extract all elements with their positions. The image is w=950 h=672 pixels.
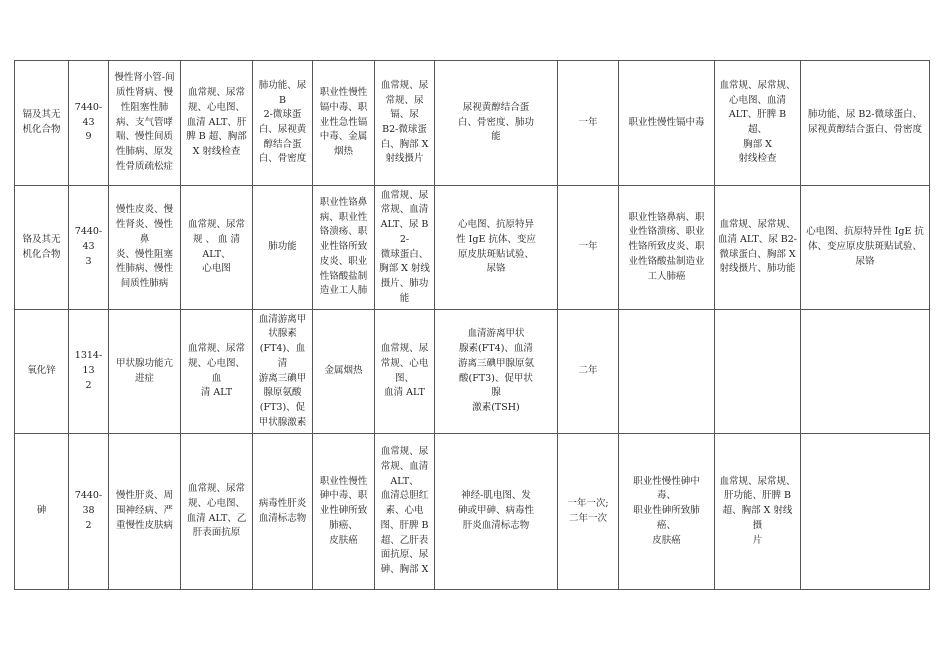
pre-job-optional-items-cell [253,434,313,590]
post-job-target-disease-cell-text: 职业性慢性砷中 毒、 职业性砷所致肺 癌、 皮肤癌 [633,475,700,546]
pre-job-required-items-cell [181,186,253,310]
pre-job-required-items-cell-text: 血常规、尿常 规、心电图、 血 清 ALT [187,343,245,399]
pre-job-optional-items-cell [253,61,313,186]
on-job-optional-items-cell-text: 心电图、抗原特异 性 IgE 抗体、变应 原皮肤斑贴试验、 尿铬 [456,219,536,275]
post-job-required-items-cell-text: 血常规、尿常规、 心电图、血清 ALT、肝脾 B 超、 胸部 X 射线检查 [719,79,796,165]
post-job-optional-items-cell [801,310,930,434]
pre-job-optional-items-cell-text: 血清游离甲 状腺素 (FT4)、血清 游离三碘甲 腺原氨酸 (FT3)、促 甲状腺激素 [258,313,307,428]
post-job-optional-items-cell [801,434,930,590]
substance-cell [15,434,69,590]
substance-cell-text: 镉及其无 机化合物 [22,109,61,135]
cas-number-cell-text: 1314- 13 2 [74,350,103,391]
pre-job-optional-items-cell [253,186,313,310]
post-job-required-items-cell [715,434,801,590]
exam-period-cell-text: 二年 [578,365,598,377]
post-job-required-items-cell [715,186,801,310]
substance-cell [15,310,69,434]
substance-cell-text: 铬及其无 机化合物 [22,233,61,260]
on-job-optional-items-cell [435,434,558,590]
post-job-target-disease-cell [619,186,715,310]
on-job-target-disease-cell [313,310,375,434]
cas-number-cell [69,61,109,186]
post-job-required-items-cell-text: 血常规、尿常规、 血清 ALT、尿 B2- 微球蛋白、胸部 X 射线摄片、肺功能 [718,219,798,275]
pre-job-required-items-cell [181,61,253,186]
on-job-optional-items-cell [435,310,558,434]
substance-cell [15,61,69,186]
post-job-optional-items-cell [801,186,930,310]
cas-number-cell [69,310,109,434]
cas-number-cell [69,434,109,590]
occupational-health-table [14,60,930,590]
exam-period-cell [558,434,619,590]
pre-job-optional-items-cell [253,310,313,434]
on-job-required-items-cell-text: 血常规、尿 常规、血清 ALT、尿 B2- 微球蛋白、 胸部 X 射线 摄片、肺功 能 [379,189,430,304]
table-row [15,186,930,310]
post-job-target-disease-cell [619,310,715,434]
contraindication-cell-text: 慢性皮炎、慢 性肾炎、慢性 鼻 炎、慢性阻塞 性肺病、慢性 间质性肺病 [115,204,173,289]
on-job-target-disease-cell [313,434,375,590]
table-row [15,61,930,186]
on-job-required-items-cell-text: 血常规、尿 常规、血清 ALT、 血清总胆红 素、心电 图、肝脾 B 超、乙肝表 面抗原、尿 砷、胸部 X [380,446,429,576]
pre-job-required-items-cell [181,310,253,434]
exam-period-cell-text: 一年 [578,241,598,253]
contraindication-cell [109,61,181,186]
exam-period-cell [558,186,619,310]
post-job-target-disease-cell-text: 职业性慢性镉中毒 [628,116,705,128]
on-job-optional-items-cell [435,186,558,310]
post-job-required-items-cell [715,310,801,434]
post-job-optional-items-cell [801,61,930,186]
table-row [15,310,930,434]
on-job-required-items-cell [375,61,435,186]
on-job-target-disease-cell-text: 职业性慢性 镉中毒、职 业性急性镉 中毒、金属 烟热 [319,87,368,158]
substance-cell [15,186,69,310]
exam-period-cell [558,310,619,434]
cas-number-cell-text: 7440- 43 3 [74,226,103,267]
post-job-target-disease-cell [619,61,715,186]
on-job-optional-items-cell-text: 血清游离甲状 腺素(FT4)、血清 游离三碘甲腺原氨 酸(FT3)、促甲状 腺 激素(TSH) [457,328,534,413]
post-job-optional-items-cell-text: 心电图、抗原特异性 IgE 抗 体、变应原皮肤斑贴试验、 尿铬 [806,226,924,267]
contraindication-cell [109,434,181,590]
contraindication-cell-text: 慢性肾小管-间 质性肾病、慢 性阻塞性肺 病、支气管哮 喘、慢性间质 性肺病、原发 性骨质疏松症 [114,72,175,172]
on-job-target-disease-cell-text: 金属烟热 [324,365,363,377]
pre-job-required-items-cell-text: 血常规、尿常 规 、 血 清 ALT、 心电图 [187,219,245,275]
on-job-target-disease-cell [313,61,375,186]
pre-job-required-items-cell-text: 血常规、尿常 规、心电图、 血清 ALT、肝 脾 B 超、胸部 X 射线检查 [186,87,247,158]
pre-job-required-items-cell-text: 血常规、尿常 规、心电图、 血清 ALT、乙 肝表面抗原 [186,483,247,539]
contraindication-cell-text: 甲状腺功能亢 进症 [115,357,173,384]
on-job-required-items-cell-text: 血常规、尿 常规、心电 图、 血清 ALT [380,343,429,399]
on-job-optional-items-cell-text: 神经-肌电图、发 砷或甲砷、病毒性 肝炎血清标志物 [457,490,534,531]
pre-job-optional-items-cell-text: 病毒性肝炎 血清标志物 [258,497,307,524]
on-job-required-items-cell-text: 血常规、尿 常规、尿 镉、尿 B2-微球蛋 白、胸部 X 射线摄片 [380,79,429,165]
post-job-required-items-cell [715,61,801,186]
post-job-target-disease-cell [619,434,715,590]
cas-number-cell-text: 7440- 38 2 [74,490,103,531]
contraindication-cell [109,186,181,310]
pre-job-optional-items-cell-text: 肺功能 [268,241,297,253]
on-job-target-disease-cell-text: 职业性铬鼻 病、职业性 铬溃疡、职 业性铬所致 皮炎、职业 性铬酸盐制 造业工人肺 [319,196,368,297]
on-job-target-disease-cell [313,186,375,310]
exam-period-cell [558,61,619,186]
pre-job-required-items-cell [181,434,253,590]
on-job-required-items-cell [375,186,435,310]
cas-number-cell [69,186,109,310]
on-job-required-items-cell [375,310,435,434]
substance-cell-text: 砷 [36,505,47,517]
post-job-required-items-cell-text: 血常规、尿常规、 肝功能、肝脾 B 超、胸部 X 射线摄 片 [719,475,796,546]
table-row [15,434,930,590]
on-job-required-items-cell [375,434,435,590]
post-job-target-disease-cell-text: 职业性铬鼻病、职 业性铬溃疡、职业 性铬所致皮炎、职 业性铬酸盐制造业 工人肺癌 [628,211,705,282]
pre-job-optional-items-cell-text: 肺功能、尿 B 2-微球蛋 白、尿视黄 醇结合蛋 白、骨密度 [258,79,307,165]
contraindication-cell-text: 慢性肝炎、周 围神经病、严 重慢性皮肤病 [115,490,173,531]
post-job-optional-items-cell-text: 肺功能、尿 B2-微球蛋白、 尿视黄醇结合蛋白、骨密度 [807,109,923,135]
on-job-optional-items-cell [435,61,558,186]
exam-period-cell-text: 一年 [578,116,598,128]
on-job-target-disease-cell-text: 职业性慢性 砷中毒、职 业性砷所致 肺癌、 皮肤癌 [319,475,368,546]
contraindication-cell [109,310,181,434]
on-job-optional-items-cell-text: 尿视黄醇结合蛋 白、骨密度、肺功 能 [457,101,534,143]
exam-period-cell-text: 一年一次; 二年一次 [567,497,609,524]
cas-number-cell-text: 7440- 43 9 [74,101,103,143]
substance-cell-text: 氧化锌 [27,365,56,377]
